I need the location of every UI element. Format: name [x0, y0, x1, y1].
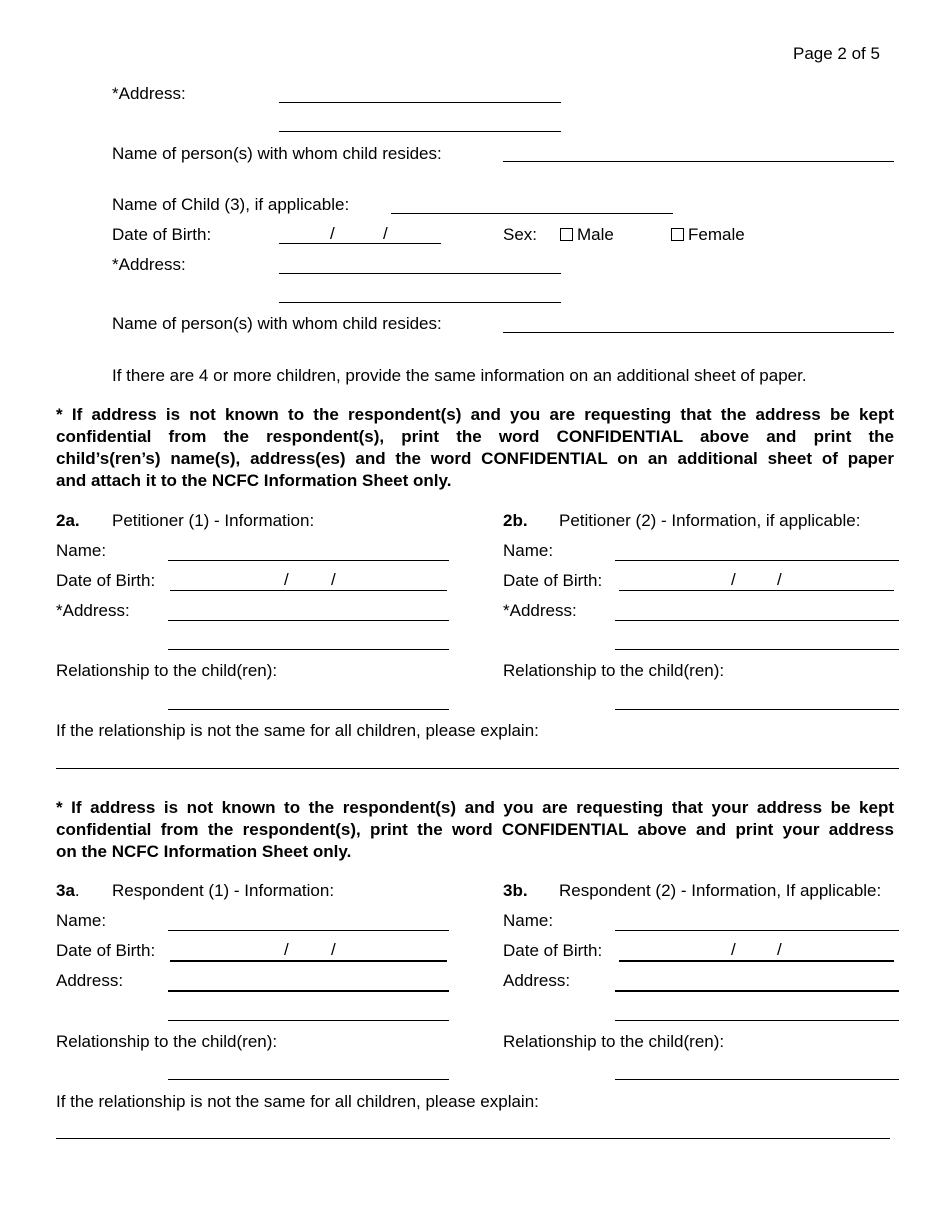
- child3-resides-label: Name of person(s) with whom child resides:: [112, 314, 442, 333]
- respondent1-dob-line[interactable]: [170, 960, 447, 962]
- petitioner-explain-label: If the relationship is not the same for all children, please explain:: [56, 721, 539, 740]
- child-confidential-line-2: confidential from the respondent(s), print the word CONFIDENTIAL above and print the: [56, 427, 894, 446]
- petitioner-confidential-line-3: on the NCFC Information Sheet only.: [56, 842, 352, 861]
- child2-resides-line[interactable]: [503, 161, 894, 162]
- respondent2-dob-separator-2: /: [777, 940, 782, 959]
- child-confidential-line-4: and attach it to the NCFC Information Sheet only.: [56, 471, 452, 490]
- child3-address-line-2[interactable]: [279, 302, 561, 303]
- male-checkbox-icon[interactable]: [560, 228, 573, 241]
- male-label: Male: [577, 225, 614, 244]
- petitioner1-address-label: *Address:: [56, 601, 130, 620]
- respondent2-relationship-line[interactable]: [615, 1079, 899, 1080]
- petitioner2-title: Petitioner (2) - Information, if applicable:: [559, 511, 861, 530]
- respondent1-address-line-1[interactable]: [168, 990, 449, 992]
- child-confidential-line-3: child’s(ren’s) name(s), address(es) and the word CONFIDENTIAL on an additional sheet of paper: [56, 449, 894, 468]
- petitioner2-name-label: Name:: [503, 541, 554, 560]
- child3-sex-label: Sex:: [503, 225, 538, 244]
- respondent2-address-line-1[interactable]: [615, 990, 899, 992]
- child3-resides-line[interactable]: [503, 332, 894, 333]
- petitioner-explain-line[interactable]: [56, 768, 899, 769]
- petitioner2-dob-separator-2: /: [777, 570, 782, 589]
- respondent1-number-text: 3a: [56, 881, 75, 900]
- petitioner-confidential-line-2: confidential from the respondent(s), print the word CONFIDENTIAL above and print your address: [56, 820, 894, 839]
- respondent2-title: Respondent (2) - Information, If applicable:: [559, 881, 882, 900]
- petitioner2-dob-line[interactable]: [619, 590, 894, 591]
- petitioner2-relationship-line[interactable]: [615, 709, 899, 710]
- respondent1-relationship-line[interactable]: [168, 1079, 449, 1080]
- petitioner2-relationship-label: Relationship to the child(ren):: [503, 661, 725, 680]
- respondent2-relationship-label: Relationship to the child(ren):: [503, 1032, 725, 1051]
- respondent1-name-label: Name:: [56, 911, 107, 930]
- respondent1-number: [56, 881, 80, 901]
- respondent2-name-label: Name:: [503, 911, 554, 930]
- child3-sex-female-option[interactable]: [671, 225, 745, 245]
- petitioner2-name-line[interactable]: [615, 560, 899, 561]
- respondent1-title: Respondent (1) - Information:: [112, 881, 335, 900]
- petitioner2-number: 2b.: [503, 511, 528, 530]
- child-confidential-line-1: * If address is not known to the respondent(s) and you are requesting that the address be kept: [56, 405, 894, 424]
- child3-dob-line[interactable]: [279, 243, 441, 244]
- petitioner1-name-line[interactable]: [168, 560, 449, 561]
- child2-address-line-2[interactable]: [279, 131, 561, 132]
- petitioner1-number: 2a.: [56, 511, 80, 530]
- petitioner1-address-line-2[interactable]: [168, 649, 449, 650]
- child3-dob-separator-1: /: [330, 224, 335, 243]
- respondent2-dob-separator-1: /: [731, 940, 736, 959]
- petitioner-confidential-note: [56, 797, 894, 863]
- respondent1-name-line[interactable]: [168, 930, 449, 931]
- child2-resides-label: Name of person(s) with whom child resides:: [112, 144, 442, 163]
- petitioner1-relationship-label: Relationship to the child(ren):: [56, 661, 278, 680]
- female-checkbox-icon[interactable]: [671, 228, 684, 241]
- page-number: Page 2 of 5: [793, 44, 880, 63]
- respondent2-address-line-2[interactable]: [615, 1020, 899, 1021]
- petitioner1-dob-separator-1: /: [284, 570, 289, 589]
- respondent1-dob-separator-1: /: [284, 940, 289, 959]
- respondent2-number: 3b.: [503, 881, 528, 900]
- child2-address-line-1[interactable]: [279, 102, 561, 103]
- respondent1-address-line-2[interactable]: [168, 1020, 449, 1021]
- respondent2-dob-label: Date of Birth:: [503, 941, 603, 960]
- petitioner1-name-label: Name:: [56, 541, 107, 560]
- respondent1-number-suffix: .: [74, 881, 80, 900]
- respondent2-dob-line[interactable]: [619, 960, 894, 962]
- respondent1-dob-label: Date of Birth:: [56, 941, 156, 960]
- petitioner2-address-label: *Address:: [503, 601, 577, 620]
- petitioner2-address-line-1[interactable]: [615, 620, 899, 621]
- respondent2-address-label: Address:: [503, 971, 571, 990]
- petitioner1-dob-separator-2: /: [331, 570, 336, 589]
- child3-dob-label: Date of Birth:: [112, 225, 212, 244]
- respondent-explain-line[interactable]: [56, 1138, 890, 1139]
- petitioner2-dob-label: Date of Birth:: [503, 571, 603, 590]
- child3-address-line-1[interactable]: [279, 273, 561, 274]
- more-children-note: If there are 4 or more children, provide the same information on an additional sheet of paper.: [112, 366, 807, 385]
- child3-name-label: Name of Child (3), if applicable:: [112, 195, 350, 214]
- child3-sex-male-option[interactable]: [560, 225, 614, 245]
- respondent1-dob-separator-2: /: [331, 940, 336, 959]
- child-confidential-note: [56, 404, 894, 492]
- petitioner2-dob-separator-1: /: [731, 570, 736, 589]
- petitioner1-dob-line[interactable]: [170, 590, 447, 591]
- petitioner2-address-line-2[interactable]: [615, 649, 899, 650]
- respondent1-address-label: Address:: [56, 971, 124, 990]
- child2-address-label: *Address:: [112, 84, 186, 103]
- respondent1-relationship-label: Relationship to the child(ren):: [56, 1032, 278, 1051]
- child3-dob-separator-2: /: [383, 224, 388, 243]
- respondent2-name-line[interactable]: [615, 930, 899, 931]
- child3-name-line[interactable]: [391, 213, 673, 214]
- petitioner1-relationship-line[interactable]: [168, 709, 449, 710]
- petitioner1-dob-label: Date of Birth:: [56, 571, 156, 590]
- respondent-explain-label: If the relationship is not the same for all children, please explain:: [56, 1092, 539, 1111]
- female-label: Female: [688, 225, 745, 244]
- petitioner1-address-line-1[interactable]: [168, 620, 449, 621]
- petitioner-confidential-line-1: * If address is not known to the respondent(s) and you are requesting that your address be kept: [56, 798, 894, 817]
- child3-address-label: *Address:: [112, 255, 186, 274]
- petitioner1-title: Petitioner (1) - Information:: [112, 511, 315, 530]
